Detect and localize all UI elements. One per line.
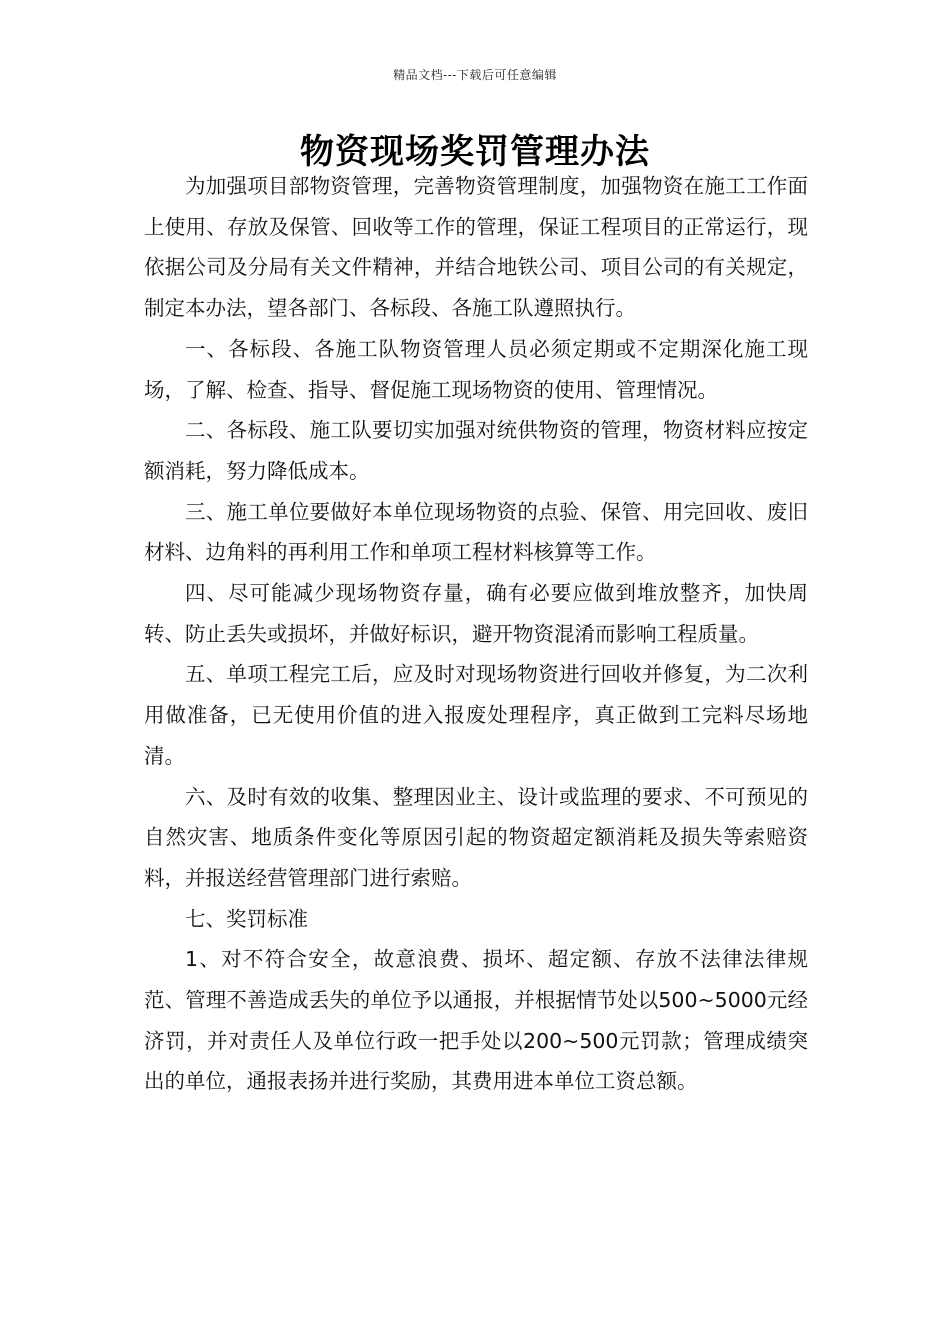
paragraph-rule-1: 1、对不符合安全，故意浪费、损坏、超定额、存放不法律法律规范、管理不善造成丢失的单位予以通报，并根据情节处以500~5000元经济罚，并对责任人及单位行政一把手处以200~500元罚款；管理成绩突出的单位，通报表扬并进行奖励，其费用进本单位工资总额。 [144, 947, 808, 1094]
document-title: 物资现场奖罚管理办法 [300, 132, 650, 172]
paragraph-item-2: 二、各标段、施工队要切实加强对统供物资的管理，物资材料应按定额消耗，努力降低成本。 [144, 418, 808, 483]
paragraph-item-1: 一、各标段、各施工队物资管理人员必须定期或不定期深化施工现场，了解、检查、指导、督促施工现场物资的使用、管理情况。 [144, 336, 808, 402]
paragraph-item-5: 五、单项工程完工后，应及时对现场物资进行回收并修复，为二次利用做准备，已无使用价值的进入报废处理程序，真正做到工完料尽场地清。 [144, 662, 808, 768]
section-heading-reward-penalty: 七、奖罚标准 [185, 906, 308, 931]
paragraph-intro: 为加强项目部物资管理，完善物资管理制度，加强物资在施工工作面上使用、存放及保管、回收等工作的管理，保证工程项目的正常运行，现依据公司及分局有关文件精神，并结合地铁公司、项目公司的有关规定，制定本办法，望各部门、各标段、各施工队遵照执行。 [144, 174, 808, 321]
paragraph-item-4: 四、尽可能减少现场物资存量，确有必要应做到堆放整齐，加快周转、防止丢失或损坏，并做好标识，避开物资混淆而影响工程质量。 [144, 581, 808, 646]
page-header: 精品文档---下载后可任意编辑 [393, 68, 557, 82]
paragraph-item-3: 三、施工单位要做好本单位现场物资的点验、保管、用完回收、废旧材料、边角料的再利用工作和单项工程材料核算等工作。 [144, 499, 808, 565]
paragraph-item-6: 六、及时有效的收集、整理因业主、设计或监理的要求、不可预见的自然灾害、地质条件变化等原因引起的物资超定额消耗及损失等索赔资料，并报送经营管理部门进行索赔。 [144, 784, 808, 890]
document-body [144, 166, 808, 1102]
